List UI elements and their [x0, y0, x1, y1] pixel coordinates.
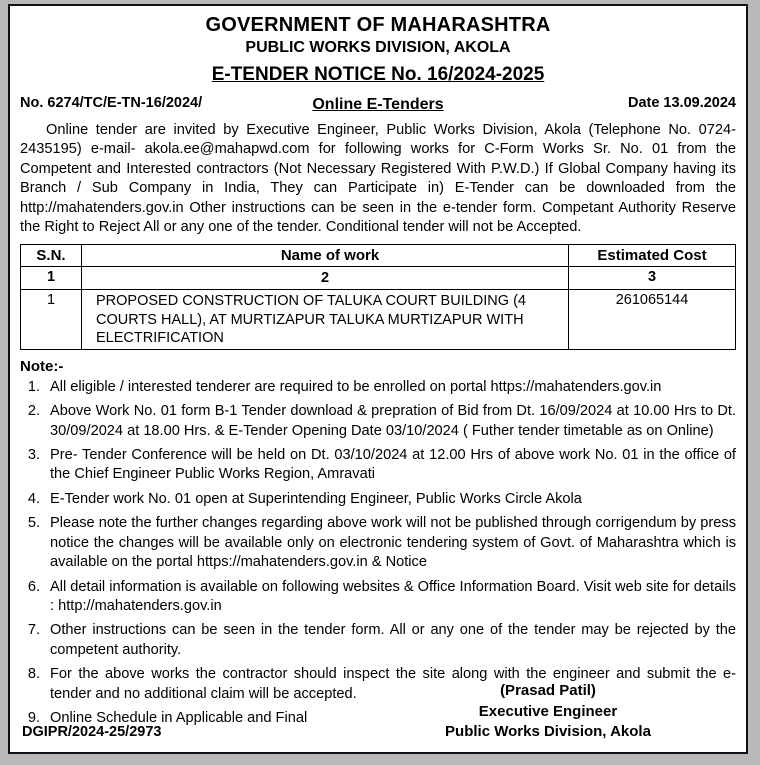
- note-text: For the above works the contractor should inspect the site along with the engineer and submit the e-tender and no additional claim will be accepted.: [50, 666, 736, 702]
- intro-paragraph: Online tender are invited by Executive Engineer, Public Works Division, Akola (Telephone No. 0724-2435195) e-mail- akola.ee@mahapwd.com for following works for C-Form Works Sr. No. 01 from the Competent and Interested contractors (Not Necessary Registered With P.W.D.) If Global Company having its Branch / Sub Company in India, They can Participate in) E-Tender can be downloaded from the http://mahatenders.gov.in Other instructions can be seen in the e-tender form. Competant Authority Reserve the Right to Reject All or any one of the tender. Conditional tender will not be Accepted.: [20, 122, 736, 236]
- column-number-3: 3: [569, 267, 736, 290]
- note-text: Please note the further changes regarding above work will not be published through corrigendum by press notice the changes will be available only on electronic tendering system of Govt. of Maharashtra which is available on the portal https://mahatenders.gov.in & Notice: [50, 515, 736, 571]
- division-title: PUBLIC WORKS DIVISION, AKOLA: [245, 39, 511, 56]
- note-number: 3.: [27, 447, 40, 464]
- row-work-name: PROPOSED CONSTRUCTION OF TALUKA COURT BUILDING (4 COURTS HALL), AT MURTIZAPUR TALUKA MURTIZAPUR WITH ELECTRIFICATION: [82, 290, 569, 349]
- column-number-1: 1: [21, 267, 82, 290]
- notice-title: E-TENDER NOTICE No. 16/2024-2025: [211, 63, 545, 85]
- column-header-cost: Estimated Cost: [569, 245, 736, 267]
- column-header-name: Name of work: [82, 245, 569, 267]
- table-header-row: [21, 245, 736, 267]
- list-item: [20, 446, 736, 485]
- list-item: [20, 578, 736, 617]
- row-estimated-cost: 261065144: [569, 290, 736, 349]
- list-item: [20, 621, 736, 660]
- table-row: [21, 290, 736, 349]
- note-number: 2.: [27, 403, 40, 420]
- note-number: 1.: [27, 378, 40, 395]
- reference-row: [20, 95, 736, 115]
- list-item: [20, 514, 736, 572]
- note-number: 6.: [27, 578, 40, 595]
- online-etenders-label: Online E-Tenders: [312, 96, 444, 114]
- note-number: 9.: [27, 709, 40, 726]
- list-item: [20, 402, 736, 441]
- dgipr-number: DGIPR/2024-25/2973: [22, 724, 162, 740]
- tender-notice-document: [8, 4, 748, 754]
- document-header: [20, 14, 736, 89]
- note-number: 8.: [27, 666, 40, 683]
- list-item: [20, 490, 736, 509]
- note-text: Online Schedule in Applicable and Final: [50, 709, 308, 726]
- signatory-name: (Prasad Patil): [500, 682, 596, 700]
- note-text: E-Tender work No. 01 open at Superintending Engineer, Public Works Circle Akola: [50, 490, 582, 507]
- reference-number: No. 6274/TC/E-TN-16/2024/: [20, 95, 203, 112]
- note-text: Other instructions can be seen in the tender form. All or any one of the tender may be rejected by the competent authority.: [50, 622, 736, 658]
- note-heading: Note:-: [20, 357, 64, 375]
- note-text: Above Work No. 01 form B-1 Tender download & prepration of Bid from Dt. 16/09/2024 at 10.00 Hrs to Dt. 30/09/2024 at 18.00 Hrs. & E-Tender Opening Date 03/10/2024 ( Futher tender timetable as on Online): [50, 403, 736, 439]
- column-header-sn: S.N.: [21, 245, 82, 267]
- note-number: 5.: [27, 515, 40, 532]
- note-number: 7.: [27, 622, 40, 639]
- list-item: [20, 378, 736, 397]
- note-text: All eligible / interested tenderer are required to be enrolled on portal https://mahatenders.gov.in: [50, 378, 662, 395]
- column-number-2: 2: [82, 267, 569, 290]
- signatory-designation: Executive Engineer: [478, 702, 618, 720]
- signature-block: [392, 675, 722, 742]
- works-table: [20, 244, 736, 349]
- notice-date: Date 13.09.2024: [627, 95, 736, 112]
- government-title: GOVERNMENT OF MAHARASHTRA: [205, 14, 551, 36]
- row-sn: 1: [21, 290, 82, 349]
- table-column-number-row: [21, 267, 736, 290]
- note-text: Pre- Tender Conference will be held on Dt. 03/10/2024 at 12.00 Hrs of above work No. 01 in the office of the Chief Engineer Public Works Region, Amravati: [50, 447, 736, 483]
- note-number: 4.: [27, 490, 40, 507]
- signatory-office: Public Works Division, Akola: [445, 722, 651, 740]
- note-text: All detail information is available on following websites & Office Information Board. Visit web site for details : http://mahatenders.gov.in: [50, 578, 736, 614]
